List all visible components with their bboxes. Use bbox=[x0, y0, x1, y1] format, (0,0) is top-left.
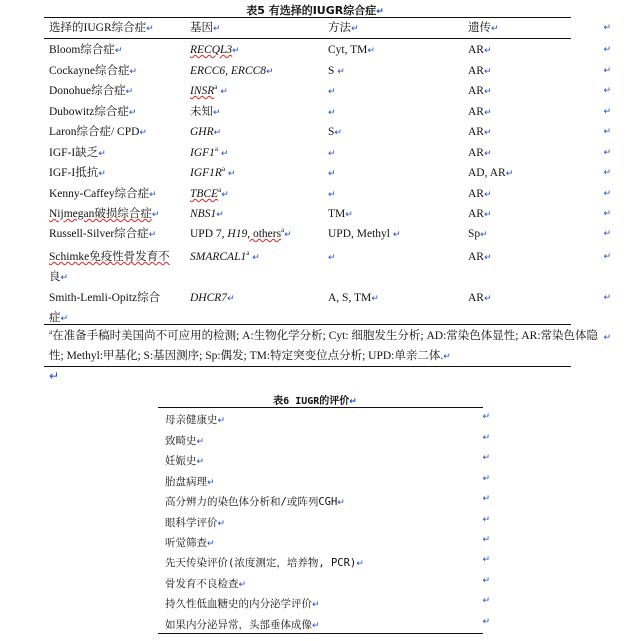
row-end-mark: ↵ bbox=[603, 86, 611, 96]
gene-cell: TBCE$^a$↵ bbox=[190, 186, 229, 200]
syndrome-cell: Schimke免疫性骨发育不 良↵ bbox=[49, 251, 170, 283]
table5-bottom-rule bbox=[44, 366, 571, 367]
table5-footnote: $^a$在准备手稿时美国尚不可应用的检测; A:生物化学分析; Cyt: 细胞发生分析; AD:常染色体显性; AR:常染色体隐性; Methyl:甲基化; S:基因测序; Sp:偶发; TM:特定突变位点分析; UPD:单亲二体.↵ ↵ bbox=[49, 328, 611, 362]
gene-cell: GHR↵ bbox=[190, 126, 222, 138]
inheritance-cell: AD, AR↵ bbox=[468, 167, 514, 179]
inheritance-cell: Sp↵ bbox=[468, 228, 488, 240]
syndrome-cell: Donohue综合症↵ bbox=[49, 85, 134, 97]
gene-cell: UPD 7, H19, others$^a$↵ bbox=[190, 226, 292, 240]
syndrome-cell: Russell-Silver综合症↵ bbox=[49, 228, 157, 240]
gene-cell: RECQL3↵ bbox=[190, 44, 240, 56]
inheritance-cell: AR↵ bbox=[468, 106, 492, 118]
method-cell: ↵ bbox=[328, 253, 336, 263]
list-item: 高分辨力的染色体分析和/或阵列CGH↵ ↵ bbox=[165, 494, 490, 508]
paragraph-mark: ↵ bbox=[49, 369, 60, 383]
header-gene: 基因↵ bbox=[190, 22, 221, 34]
syndrome-cell: Bloom综合症↵ bbox=[49, 44, 123, 56]
inheritance-cell: AR↵ bbox=[468, 44, 492, 56]
syndrome-cell: Dubowitz综合症↵ bbox=[49, 106, 137, 118]
method-cell: TM↵ bbox=[328, 208, 353, 220]
list-item: 胎盘病理↵ ↵ bbox=[165, 474, 490, 488]
method-cell: ↵ bbox=[328, 149, 336, 159]
method-cell: ↵ bbox=[328, 190, 336, 200]
header-method: 方法↵ bbox=[328, 22, 359, 34]
syndrome-cell: Cockayne综合症↵ bbox=[49, 65, 138, 77]
method-cell: S↵ bbox=[328, 126, 342, 138]
gene-cell: IGF1$^a$ ↵ bbox=[190, 145, 229, 159]
gene-cell: ERCC6, ERCC8↵ bbox=[190, 65, 274, 77]
row-end-mark: ↵ bbox=[603, 209, 611, 219]
list-item: 听觉筛查↵ ↵ bbox=[165, 535, 490, 549]
syndrome-cell: IGF-I缺乏↵ bbox=[49, 147, 106, 159]
list-item: 眼科学评价↵ ↵ bbox=[165, 515, 490, 529]
inheritance-cell: AR↵ bbox=[468, 208, 492, 220]
inheritance-cell: AR↵ bbox=[468, 126, 492, 138]
gene-cell: $IGF1R^a$ ↵ bbox=[190, 165, 236, 179]
gene-cell: NBS1↵ bbox=[190, 208, 224, 220]
row-end-mark: ↵ bbox=[603, 45, 611, 55]
list-item: 妊娠史↵ ↵ bbox=[165, 453, 490, 467]
row-end-mark: ↵ bbox=[603, 333, 611, 343]
row-end-mark: ↵ bbox=[603, 23, 611, 33]
syndrome-cell: Laron综合症/ CPD↵ bbox=[49, 126, 147, 138]
gene-cell: SMARCAL1$^a$ ↵ bbox=[190, 249, 260, 263]
gene-cell: DHCR7↵ bbox=[190, 292, 235, 304]
method-cell: ↵ bbox=[328, 169, 336, 179]
list-item: 致畸史↵ ↵ bbox=[165, 433, 490, 447]
row-end-mark: ↵ bbox=[603, 293, 611, 303]
syndrome-cell: Kenny-Caffey综合症↵ bbox=[49, 188, 157, 200]
gene-cell: 未知↵ bbox=[190, 106, 221, 118]
method-cell: S ↵ bbox=[328, 65, 345, 77]
row-end-mark: ↵ bbox=[603, 107, 611, 117]
table6-bottom-rule bbox=[158, 633, 483, 634]
inheritance-cell: AR↵ bbox=[468, 147, 492, 159]
row-end-mark: ↵ bbox=[603, 148, 611, 158]
row-end-mark: ↵ bbox=[603, 127, 611, 137]
method-cell: UPD, Methyl ↵ bbox=[328, 228, 401, 240]
table5-header-rule bbox=[44, 38, 571, 39]
inheritance-cell: AR↵ bbox=[468, 251, 492, 263]
method-cell: ↵ bbox=[328, 108, 336, 118]
syndrome-cell: IGF-I抵抗↵ bbox=[49, 167, 106, 179]
list-item: 先天传染评价(浓度测定，培养物, PCR)↵ ↵ bbox=[165, 555, 490, 569]
table5-title: 表5 有选择的IUGR综合症↵ bbox=[246, 4, 384, 17]
table6-top-rule bbox=[158, 407, 483, 408]
header-syndrome: 选择的IUGR综合症↵ bbox=[49, 22, 154, 34]
list-item: 如果内分泌异常，头部垂体成像↵ ↵ bbox=[165, 617, 490, 631]
inheritance-cell: AR↵ bbox=[468, 188, 492, 200]
method-cell: A, S, TM↵ bbox=[328, 292, 379, 304]
inheritance-cell: AR↵ bbox=[468, 292, 492, 304]
row-end-mark: ↵ bbox=[603, 189, 611, 199]
table5-top-rule bbox=[44, 17, 571, 18]
inheritance-cell: AR↵ bbox=[468, 85, 492, 97]
method-cell: ↵ bbox=[328, 87, 336, 97]
gene-cell: INSR$^a$ ↵ bbox=[190, 83, 228, 97]
header-inheritance: 遗传↵ bbox=[468, 22, 499, 34]
row-end-mark: ↵ bbox=[603, 168, 611, 178]
table6-title: 表6 IUGR的评价↵ bbox=[273, 396, 357, 407]
inheritance-cell: AR↵ bbox=[468, 65, 492, 77]
row-end-mark: ↵ bbox=[603, 229, 611, 239]
row-end-mark: ↵ bbox=[603, 252, 611, 262]
syndrome-cell: Nijmegan破损综合症↵ bbox=[49, 208, 160, 220]
list-item: 骨发育不良检查↵ ↵ bbox=[165, 576, 490, 590]
list-item: 持久性低血糖史的内分泌学评价↵ ↵ bbox=[165, 596, 490, 610]
list-item: 母亲健康史↵ ↵ bbox=[165, 412, 490, 426]
syndrome-cell: Smith-Lemli-Opitz综合 症↵ bbox=[49, 292, 161, 324]
table5-body-rule bbox=[44, 324, 571, 325]
method-cell: Cyt, TM↵ bbox=[328, 44, 375, 56]
row-end-mark: ↵ bbox=[603, 66, 611, 76]
